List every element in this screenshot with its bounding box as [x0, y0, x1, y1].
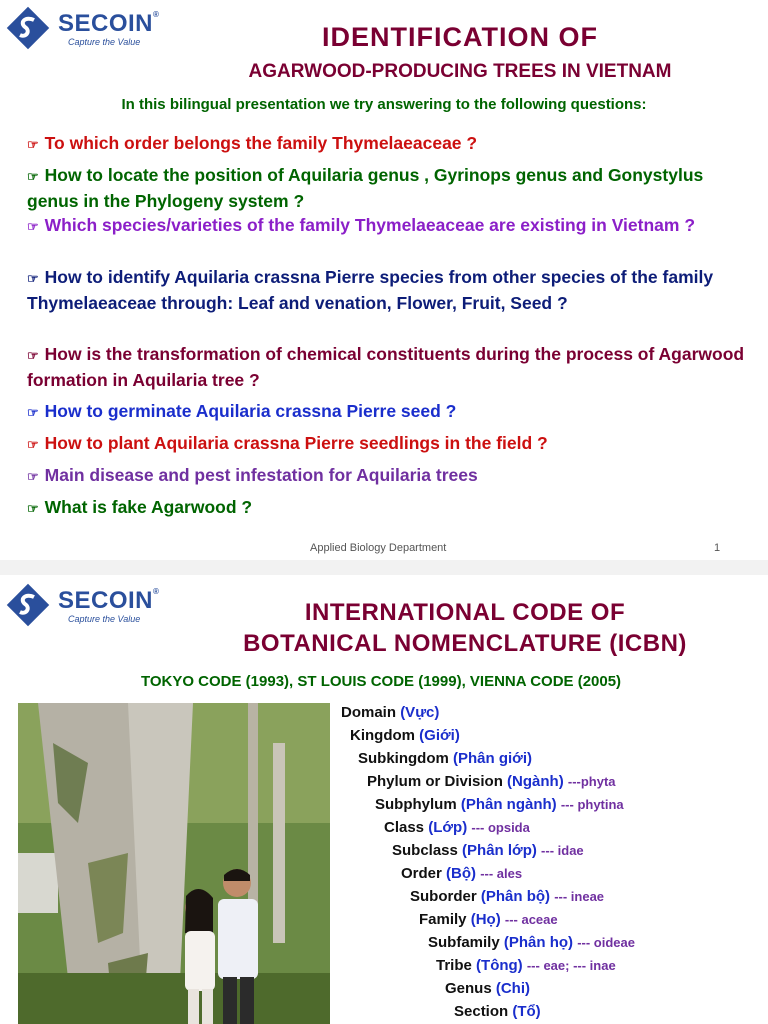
pointing-hand-icon: ☞	[27, 469, 39, 484]
rank-item: Genus (Chi)	[445, 980, 531, 997]
pointing-hand-icon: ☞	[27, 501, 39, 516]
pointing-hand-icon: ☞	[27, 169, 39, 184]
secoin-logo-icon	[6, 583, 50, 627]
secoin-logo	[6, 6, 168, 52]
slide-2	[0, 575, 768, 1024]
rank-item: Tribe (Tông) --- eae; --- inae	[436, 957, 616, 974]
slide2-subtitle: BOTANICAL NOMENCLATURE (ICBN)	[243, 630, 687, 657]
pointing-hand-icon: ☞	[27, 405, 39, 420]
slide-footer: Applied Biology Department	[310, 542, 447, 554]
pointing-hand-icon: ☞	[27, 219, 39, 234]
question-item: ☞ Which species/varieties of the family Thymelaeaceae are existing in Vietnam ?	[27, 215, 696, 235]
pointing-hand-icon: ☞	[27, 348, 39, 363]
rank-item: Subclass (Phân lớp) --- idae	[392, 842, 584, 859]
rank-item: Phylum or Division (Ngành) ---phyta	[367, 773, 616, 790]
intro-text: In this bilingual presentation we try answering to the following questions:	[121, 96, 647, 113]
question-item: ☞ Main disease and pest infestation for Aquilaria trees	[27, 465, 478, 485]
logo-tagline: Capture the Value	[68, 614, 141, 624]
question-item: ☞ How to locate the position of Aquilaria genus , Gyrinops genus and Gonystylus genus in the Phylogeny system ?	[27, 165, 704, 211]
rank-item: Subphylum (Phân ngành) --- phytina	[375, 796, 624, 813]
slide-divider	[0, 560, 768, 575]
secoin-logo	[6, 583, 168, 629]
rank-item: Section (Tổ)	[454, 1003, 541, 1020]
slide2-title: INTERNATIONAL CODE OF	[304, 599, 626, 626]
rank-item: Family (Họ) --- aceae	[419, 911, 558, 928]
pointing-hand-icon: ☞	[27, 437, 39, 452]
rank-item: Subkingdom (Phân giới)	[358, 750, 532, 767]
question-item: ☞ How to plant Aquilaria crassna Pierre seedlings in the field ?	[27, 433, 548, 453]
rank-item: Domain (Vực)	[341, 704, 440, 721]
page-number: 1	[714, 542, 721, 554]
rank-item: Order (Bộ) --- ales	[401, 865, 523, 882]
question-item: ☞ To which order belongs the family Thymelaeaceae ?	[27, 133, 478, 153]
question-item: ☞ How to germinate Aquilaria crassna Pierre seed ?	[27, 401, 457, 421]
logo-tagline: Capture the Value	[68, 37, 141, 47]
question-item: ☞ What is fake Agarwood ?	[27, 497, 253, 517]
secoin-logo-icon	[6, 6, 50, 50]
question-item: ☞ How to identify Aquilaria crassna Pierre species from other species of the family Thymelaeaceae through: Leaf and venation, Flower, Fruit, Seed ?	[27, 267, 714, 313]
rank-item: Class (Lớp) --- opsida	[384, 819, 530, 836]
code-versions: TOKYO CODE (1993), ST LOUIS CODE (1999), VIENNA CODE (2005)	[140, 673, 622, 690]
rank-item: Suborder (Phân bộ) --- ineae	[410, 888, 605, 905]
rank-item: Subfamily (Phân họ) --- oideae	[428, 934, 635, 951]
logo-name: SECOIN®	[58, 587, 160, 614]
rank-item: Kingdom (Giới)	[350, 727, 460, 744]
pointing-hand-icon: ☞	[27, 137, 39, 152]
tree-photo	[18, 703, 330, 1024]
pointing-hand-icon: ☞	[27, 271, 39, 286]
question-item: ☞ How is the transformation of chemical constituents during the process of Agarwood formation in Aquilaria tree ?	[27, 344, 745, 390]
slide1-subtitle: AGARWOOD-PRODUCING TREES IN VIETNAM	[248, 61, 672, 82]
logo-name: SECOIN®	[58, 10, 160, 37]
slide1-title: IDENTIFICATION OF	[322, 22, 598, 52]
